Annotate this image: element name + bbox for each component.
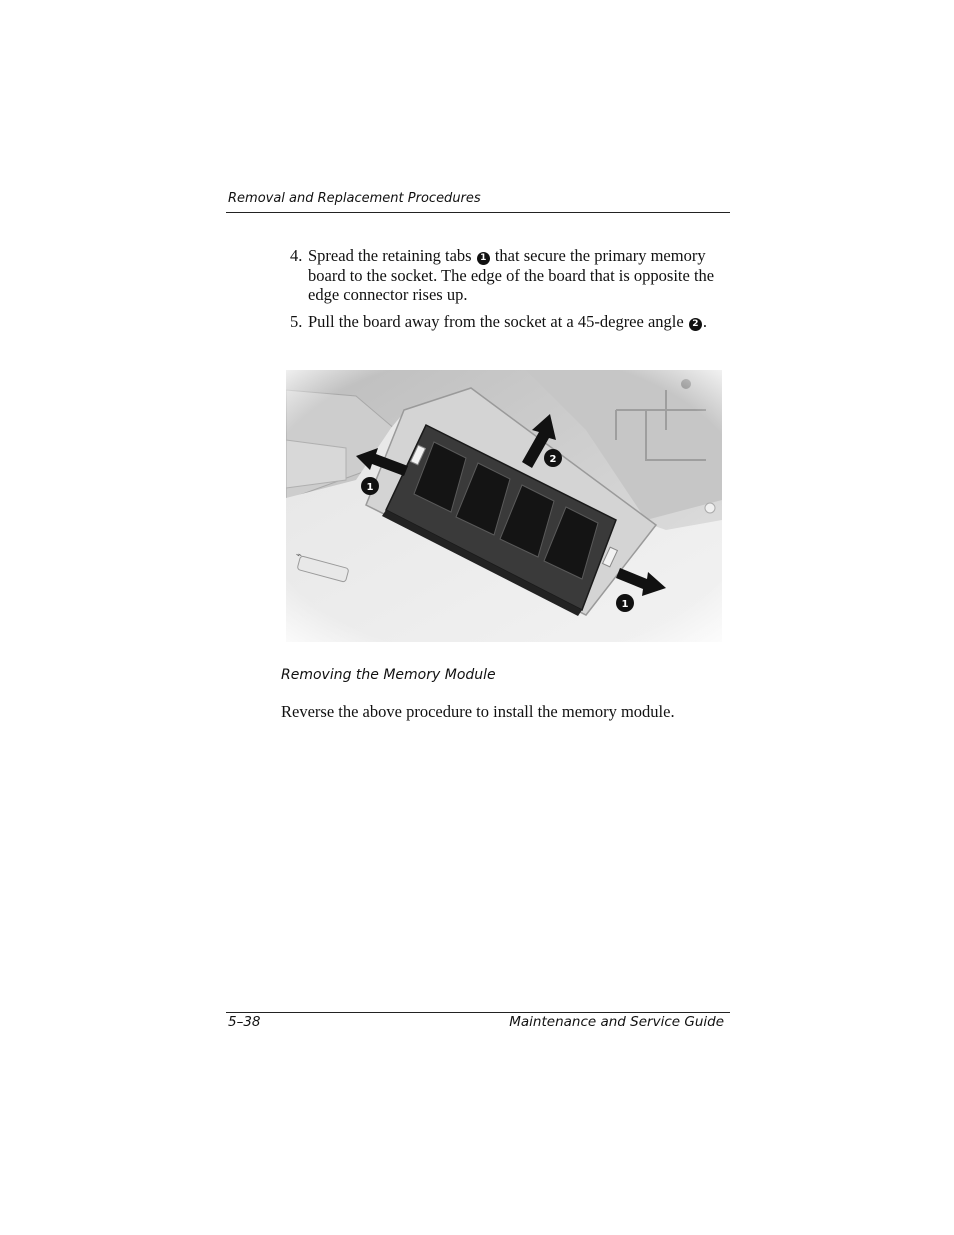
procedure-steps xyxy=(288,246,736,338)
figure-caption: Removing the Memory Module xyxy=(281,667,496,683)
memory-module-illustration xyxy=(286,370,722,642)
step-text-end: . xyxy=(702,311,707,331)
step-text-start: Spread the retaining tabs xyxy=(308,246,476,265)
step-text-start: Pull the board away from the socket at a 45-degree angle xyxy=(308,311,688,331)
callout-1-inline-icon: 1 xyxy=(477,252,490,265)
step-number: 5. xyxy=(290,311,303,331)
step-text-end: that secure the primary memory board to the socket. The edge of the board that is opposite the edge connector rises up. xyxy=(308,246,715,304)
step-4 xyxy=(288,246,736,305)
page-number: 5–38 xyxy=(228,1014,261,1030)
callout-2-inline-icon: 2 xyxy=(689,318,702,331)
step-5 xyxy=(288,312,736,332)
running-header: Removal and Replacement Procedures xyxy=(228,191,481,206)
step-number: 4. xyxy=(290,246,303,265)
footer-rule xyxy=(226,1012,730,1013)
reinstall-note: Reverse the above procedure to install the memory module. xyxy=(281,702,675,721)
header-rule xyxy=(226,212,730,213)
guide-title: Maintenance and Service Guide xyxy=(509,1014,724,1030)
